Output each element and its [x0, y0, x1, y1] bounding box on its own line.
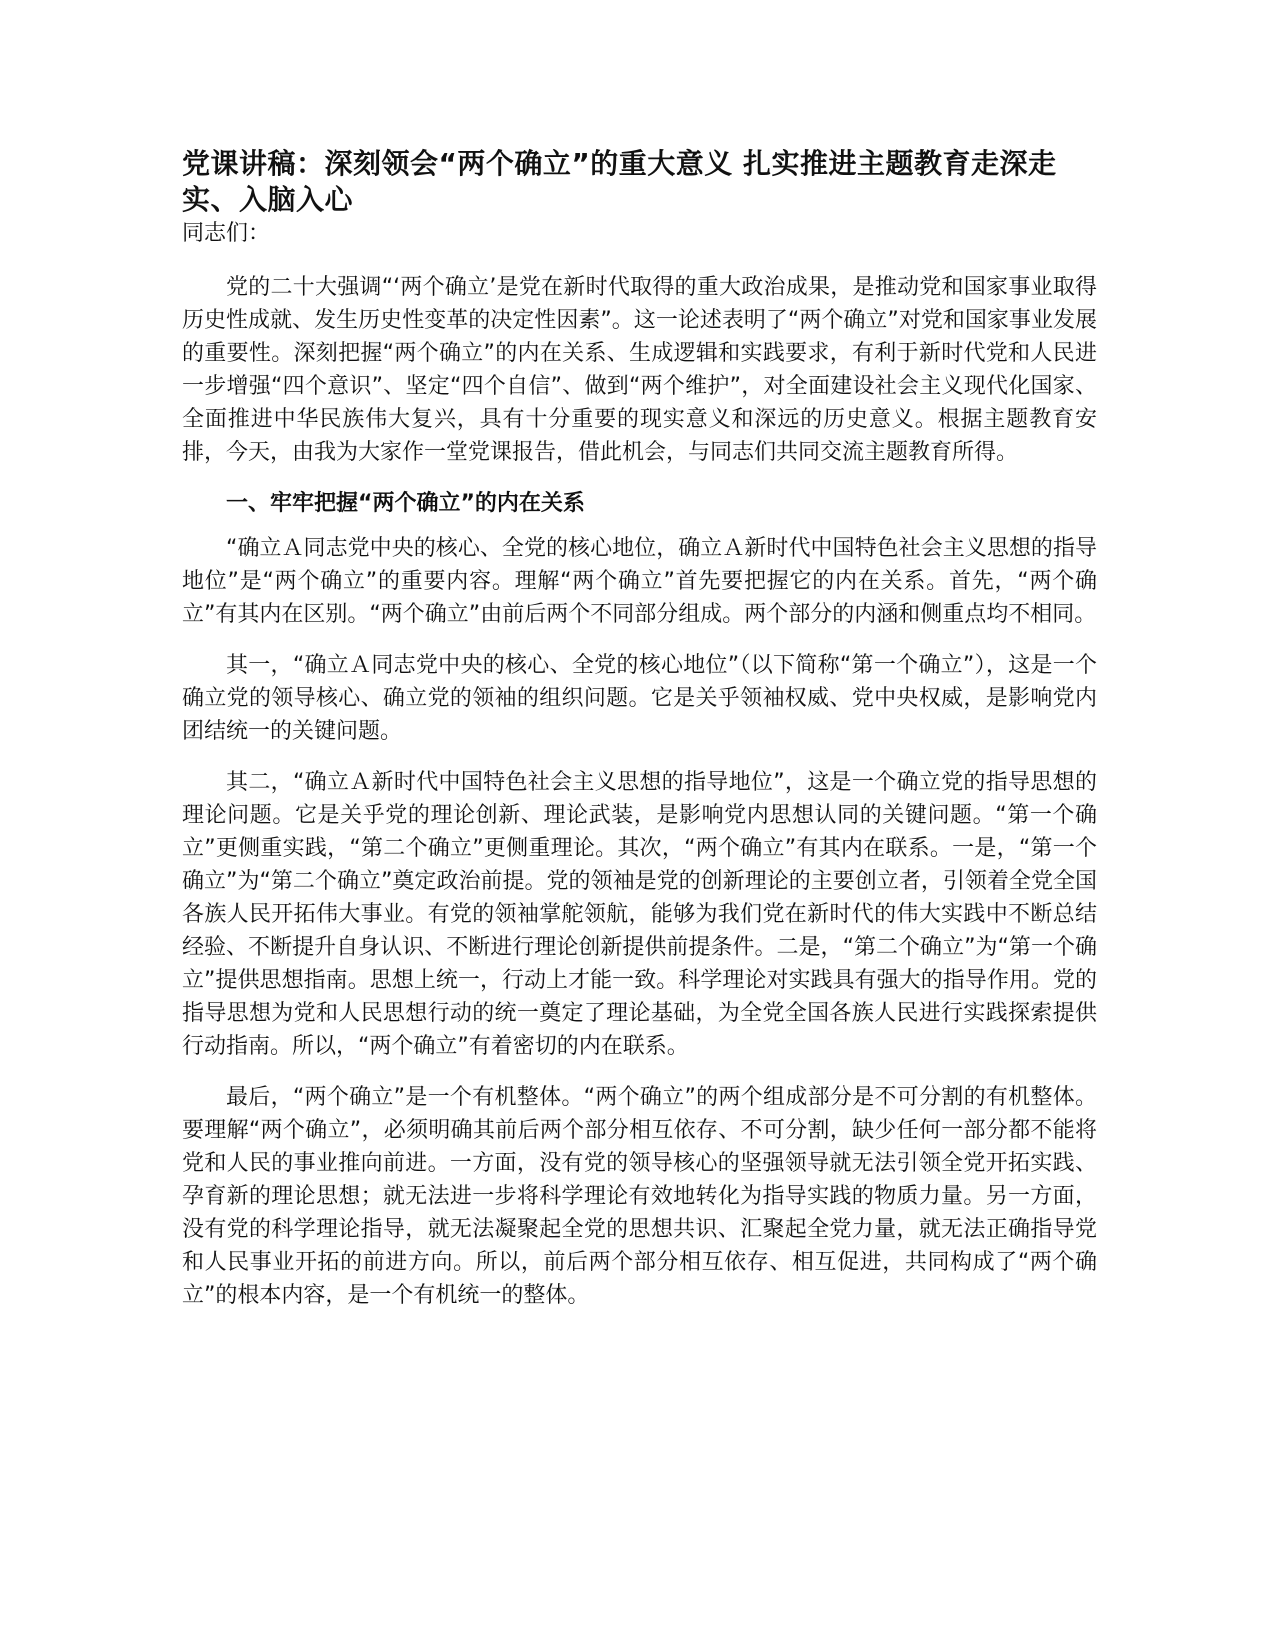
body-paragraph: 最后，“两个确立”是一个有机整体。“两个确立”的两个组成部分是不可分割的有机整体。要理解“两个确立”，必须明确其前后两个部分相互依存、不可分割，缺少任何一部分都不能将党和人民的事业推向前进。一方面，没有党的领导核心的坚强领导就无法引领全党开拓实践、孕育新的理论思想；就无法进一步将科学理论有效地转化为指导实践的物质力量。另一方面，没有党的科学理论指导，就无法凝聚起全党的思想共识、汇聚起全党力量，就无法正确指导党和人民事业开拓的前进方向。所以，前后两个部分相互依存、相互促进，共同构成了“两个确立”的根本内容，是一个有机统一的整体。	[182, 1085, 1097, 1308]
document-title: 党课讲稿：深刻领会“两个确立”的重大意义 扎实推进主题教育走深走实、入脑入心	[182, 147, 1057, 216]
body-paragraph: 其一，“确立Ａ同志党中央的核心、全党的核心地位”（以下简称“第一个确立”），这是一个确立党的领导核心、确立党的领袖的组织问题。它是关乎领袖权威、党中央权威，是影响党内团结统一的关键问题。	[182, 653, 1097, 744]
body-paragraph: “确立Ａ同志党中央的核心、全党的核心地位，确立Ａ新时代中国特色社会主义思想的指导地位”是“两个确立”的重要内容。理解“两个确立”首先要把握它的内在关系。首先，“两个确立”有其内在区别。“两个确立”由前后两个不同部分组成。两个部分的内涵和侧重点均不相同。	[182, 536, 1097, 627]
intro-paragraph: 党的二十大强调“‘两个确立’是党在新时代取得的重大政治成果，是推动党和国家事业取得历史性成就、发生历史性变革的决定性因素”。这一论述表明了“两个确立”对党和国家事业发展的重要性。深刻把握“两个确立”的内在关系、生成逻辑和实践要求，有利于新时代党和人民进一步增强“四个意识”、坚定“四个自信”、做到“两个维护”，对全面建设社会主义现代化国家、全面推进中华民族伟大复兴，具有十分重要的现实意义和深远的历史意义。根据主题教育安排，今天，由我为大家作一堂党课报告，借此机会，与同志们共同交流主题教育所得。	[182, 275, 1097, 465]
section-heading: 一、牢牢把握“两个确立”的内在关系	[226, 491, 585, 516]
document-page	[182, 146, 1097, 1330]
body-paragraph: 其二，“确立Ａ新时代中国特色社会主义思想的指导地位”，这是一个确立党的指导思想的理论问题。它是关乎党的理论创新、理论武装，是影响党内思想认同的关键问题。“第一个确立”更侧重实践，“第二个确立”更侧重理论。其次，“两个确立”有其内在联系。一是，“第一个确立”为“第二个确立”奠定政治前提。党的领袖是党的创新理论的主要创立者，引领着全党全国各族人民开拓伟大事业。有党的领袖掌舵领航，能够为我们党在新时代的伟大实践中不断总结经验、不断提升自身认识、不断进行理论创新提供前提条件。二是，“第二个确立”为“第一个确立”提供思想指南。思想上统一，行动上才能一致。科学理论对实践具有强大的指导作用。党的指导思想为党和人民思想行动的统一奠定了理论基础，为全党全国各族人民进行实践探索提供行动指南。所以，“两个确立”有着密切的内在联系。	[182, 770, 1097, 1059]
salutation: 同志们：	[182, 221, 271, 246]
